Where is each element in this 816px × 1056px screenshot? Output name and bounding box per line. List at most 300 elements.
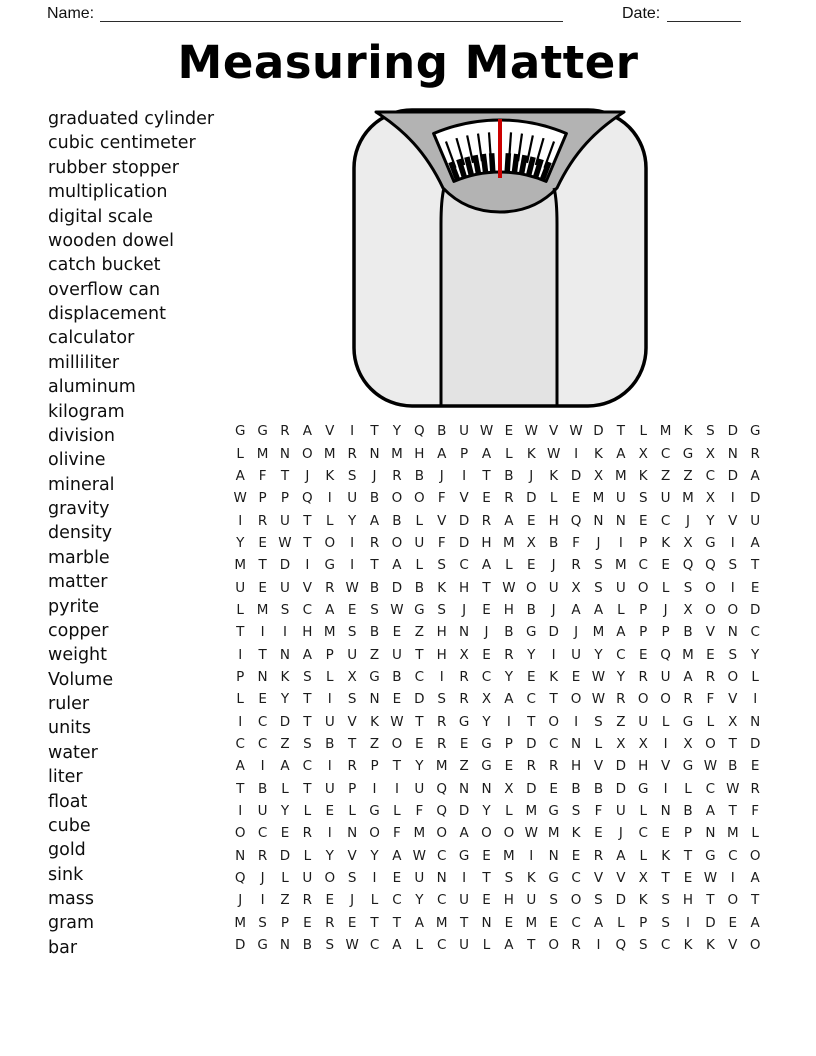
grid-cell: R [459, 691, 469, 708]
dial-tick [483, 154, 485, 172]
grid-cell: C [257, 825, 268, 842]
grid-cell: E [638, 512, 648, 529]
grid-cell: L [751, 825, 759, 842]
grid-cell: N [660, 803, 671, 820]
grid-cell: M [682, 490, 694, 507]
grid-cell: T [392, 758, 402, 775]
grid-cell: V [347, 713, 357, 730]
grid-cell: D [615, 892, 627, 909]
grid-cell: C [459, 557, 469, 574]
grid-cell: D [593, 423, 604, 440]
word-list-item: overflow can [48, 279, 161, 300]
grid-cell: E [392, 870, 402, 887]
grid-cell: C [571, 914, 581, 931]
grid-cell: T [370, 557, 379, 574]
grid-cell: I [394, 780, 399, 797]
grid-cell: A [616, 847, 626, 864]
grid-cell: H [503, 601, 514, 618]
grid-cell: U [414, 534, 425, 551]
grid-cell: T [527, 713, 536, 730]
grid-cell: S [594, 892, 603, 909]
grid-cell: G [324, 557, 335, 574]
grid-cell: I [350, 534, 355, 551]
grid-cell: L [325, 668, 334, 685]
word-list-item: copper [48, 620, 109, 641]
grid-cell: W [726, 780, 740, 797]
word-list-item: displacement [48, 304, 166, 324]
grid-cell: E [504, 914, 514, 931]
grid-cell: V [593, 758, 604, 775]
grid-cell: D [391, 579, 403, 596]
grid-cell: I [753, 691, 758, 708]
grid-cell: A [750, 467, 760, 484]
grid-cell: B [392, 512, 402, 529]
grid-cell: R [504, 490, 514, 507]
word-list-item: division [48, 425, 115, 446]
grid-cell: V [437, 512, 447, 529]
grid-cell: V [616, 870, 626, 887]
grid-cell: D [279, 557, 291, 574]
grid-cell: F [572, 534, 580, 551]
grid-cell: K [571, 825, 581, 842]
grid-cell: E [504, 758, 514, 775]
grid-cell: P [639, 914, 648, 931]
grid-cell: I [529, 847, 534, 864]
grid-cell: D [570, 467, 582, 484]
grid-cell: T [280, 467, 290, 484]
grid-cell: F [594, 803, 603, 820]
grid-cell: O [727, 668, 739, 685]
grid-cell: K [594, 445, 603, 462]
grid-cell: B [257, 780, 268, 797]
grid-cell: L [751, 668, 759, 685]
grid-cell: N [257, 668, 268, 685]
grid-cell: F [415, 803, 424, 820]
grid-cell: I [506, 713, 511, 730]
grid-cell: G [481, 758, 492, 775]
grid-cell: A [683, 668, 693, 685]
grid-cell: A [481, 445, 492, 462]
grid-cell: P [504, 735, 513, 752]
grid-cell: M [615, 557, 627, 574]
grid-cell: S [258, 914, 267, 931]
grid-cell: W [345, 579, 359, 596]
word-list-item: units [48, 718, 92, 739]
grid-cell: M [435, 758, 448, 775]
grid-cell: T [751, 892, 760, 909]
scale-center-panel [441, 186, 557, 404]
grid-cell: I [260, 892, 265, 909]
date-label: Date: [622, 5, 661, 22]
grid-cell: E [482, 646, 491, 663]
grid-cell: R [571, 937, 581, 954]
grid-cell: S [347, 870, 357, 887]
grid-cell: I [350, 423, 355, 440]
grid-cell: W [569, 423, 583, 440]
grid-cell: P [325, 646, 334, 663]
grid-cell: U [414, 780, 425, 797]
grid-cell: X [705, 490, 716, 507]
grid-cell: R [392, 467, 402, 484]
grid-cell: E [258, 691, 267, 708]
grid-cell: P [639, 601, 648, 618]
grid-cell: O [727, 601, 739, 618]
grid-cell: N [369, 691, 380, 708]
grid-cell: M [525, 803, 538, 820]
grid-cell: T [415, 713, 424, 730]
grid-cell: S [347, 467, 357, 484]
grid-cell: V [302, 579, 312, 596]
grid-cell: B [392, 668, 402, 685]
grid-cell: L [706, 713, 715, 730]
grid-cell: Q [234, 870, 246, 887]
grid-cell: G [682, 445, 694, 462]
grid-cell: O [637, 691, 649, 708]
grid-cell: A [593, 914, 604, 931]
grid-cell: C [392, 892, 402, 909]
grid-cell: N [279, 445, 291, 462]
grid-cell: B [414, 467, 424, 484]
grid-cell: R [347, 758, 357, 775]
grid-cell: C [302, 601, 313, 618]
grid-cell: L [303, 847, 312, 864]
grid-cell: G [749, 423, 761, 440]
grid-cell: O [548, 937, 559, 954]
grid-cell: I [663, 735, 668, 752]
grid-cell: O [570, 892, 582, 909]
grid-cell: A [481, 557, 492, 574]
grid-cell: O [391, 735, 403, 752]
grid-cell: W [591, 691, 606, 708]
grid-cell: U [347, 646, 358, 663]
grid-cell: I [327, 758, 332, 775]
grid-cell: U [391, 646, 402, 663]
grid-cell: E [325, 892, 335, 909]
grid-cell: O [302, 445, 313, 462]
grid-cell: B [683, 803, 693, 820]
grid-cell: C [660, 512, 671, 529]
grid-cell: O [414, 490, 425, 507]
grid-cell: X [481, 691, 492, 708]
grid-cell: A [280, 758, 290, 775]
grid-cell: M [592, 490, 605, 507]
grid-cell: U [615, 803, 626, 820]
word-list-item: rubber stopper [48, 157, 179, 178]
grid-cell: N [727, 624, 738, 641]
grid-cell: S [661, 892, 670, 909]
grid-cell: L [661, 579, 670, 596]
grid-cell: C [705, 780, 716, 797]
grid-cell: A [504, 512, 514, 529]
grid-cell: T [303, 691, 312, 708]
grid-cell: L [236, 601, 244, 618]
grid-cell: O [749, 937, 761, 954]
grid-cell: T [661, 870, 670, 887]
grid-cell: L [549, 490, 558, 507]
grid-cell: E [325, 803, 335, 820]
grid-cell: U [324, 713, 335, 730]
word-list-item: mass [48, 889, 95, 909]
word-search-grid [229, 420, 766, 956]
grid-cell: P [683, 825, 693, 842]
grid-cell: R [437, 735, 447, 752]
grid-cell: U [324, 780, 335, 797]
grid-cell: R [257, 847, 268, 864]
grid-cell: X [638, 445, 648, 462]
grid-cell: I [730, 579, 735, 596]
grid-cell: E [661, 825, 670, 842]
grid-cell: S [549, 892, 558, 909]
grid-cell: T [370, 423, 379, 440]
word-list-item: wooden dowel [48, 230, 175, 251]
grid-cell: T [415, 646, 424, 663]
grid-cell: S [571, 803, 581, 820]
grid-cell: S [683, 579, 693, 596]
grid-cell: O [481, 825, 492, 842]
grid-cell: I [372, 780, 377, 797]
grid-cell: I [462, 870, 467, 887]
grid-cell: A [616, 624, 626, 641]
grid-cell: Q [682, 557, 694, 574]
grid-cell: U [302, 870, 313, 887]
grid-cell: U [280, 512, 290, 529]
grid-cell: B [369, 490, 380, 507]
grid-cell: Y [706, 512, 715, 529]
grid-cell: G [369, 803, 380, 820]
grid-cell: O [637, 579, 649, 596]
grid-cell: Q [436, 780, 448, 797]
grid-cell: X [638, 870, 648, 887]
grid-cell: A [392, 557, 402, 574]
grid-cell: O [660, 691, 671, 708]
grid-cell: K [526, 445, 536, 462]
grid-cell: J [574, 624, 579, 641]
grid-cell: T [459, 914, 469, 931]
grid-cell: N [279, 937, 291, 954]
grid-cell: X [593, 467, 604, 484]
grid-cell: X [683, 601, 693, 618]
grid-cell: R [750, 780, 760, 797]
grid-cell: C [481, 668, 492, 685]
grid-cell: S [437, 691, 446, 708]
grid-cell: Y [616, 668, 625, 685]
grid-cell: D [458, 534, 470, 551]
grid-cell: L [415, 557, 424, 574]
grid-cell: S [661, 914, 670, 931]
grid-cell: I [305, 557, 310, 574]
grid-cell: U [459, 892, 470, 909]
grid-cell: L [505, 803, 513, 820]
word-list-item: digital scale [48, 206, 154, 227]
grid-cell: L [505, 557, 513, 574]
grid-cell: E [347, 601, 357, 618]
grid-cell: Y [504, 668, 513, 685]
grid-cell: R [616, 691, 626, 708]
grid-cell: S [325, 937, 335, 954]
grid-cell: M [323, 445, 336, 462]
grid-cell: B [414, 579, 424, 596]
grid-cell: V [325, 423, 335, 440]
grid-cell: E [728, 914, 738, 931]
grid-cell: G [705, 847, 716, 864]
grid-cell: S [370, 601, 379, 618]
grid-cell: O [548, 713, 559, 730]
grid-cell: T [482, 579, 491, 596]
grid-cell: R [750, 445, 760, 462]
grid-cell: Q [302, 490, 313, 507]
grid-cell: R [481, 512, 492, 529]
grid-cell: D [234, 937, 246, 954]
grid-cell: Y [415, 758, 424, 775]
grid-cell: C [616, 646, 626, 663]
grid-cell: H [570, 758, 582, 775]
date-input-line[interactable] [667, 21, 741, 22]
grid-cell: R [593, 847, 604, 864]
grid-cell: S [303, 668, 312, 685]
grid-cell: I [350, 557, 355, 574]
grid-cell: I [574, 445, 579, 462]
grid-cell: E [258, 579, 267, 596]
grid-cell: H [459, 579, 470, 596]
grid-cell: E [638, 646, 648, 663]
grid-cell: H [436, 646, 447, 663]
grid-cell: R [347, 445, 357, 462]
grid-cell: K [638, 467, 648, 484]
grid-cell: S [347, 691, 357, 708]
grid-cell: R [548, 758, 559, 775]
grid-cell: S [437, 601, 446, 618]
grid-cell: N [615, 512, 626, 529]
grid-cell: Y [280, 691, 290, 708]
grid-cell: A [616, 445, 626, 462]
grid-cell: W [502, 579, 516, 596]
grid-cell: V [728, 937, 738, 954]
grid-cell: K [280, 668, 290, 685]
grid-cell: S [728, 557, 738, 574]
grid-cell: T [236, 624, 245, 641]
grid-cell: W [412, 847, 426, 864]
word-list-item: gravity [48, 499, 110, 519]
grid-cell: V [347, 847, 357, 864]
grid-cell: Q [570, 512, 582, 529]
dial-tick [515, 154, 517, 172]
grid-cell: Q [414, 423, 425, 440]
grid-cell: I [238, 646, 243, 663]
grid-cell: H [436, 624, 447, 641]
grid-cell: H [481, 534, 492, 551]
grid-cell: G [458, 847, 470, 864]
grid-cell: E [280, 825, 290, 842]
grid-cell: P [460, 445, 469, 462]
word-list-item: multiplication [48, 182, 168, 203]
grid-cell: O [705, 601, 716, 618]
grid-cell: X [459, 646, 469, 663]
grid-cell: J [350, 892, 355, 909]
grid-cell: V [459, 490, 469, 507]
grid-cell: M [234, 914, 247, 931]
grid-cell: U [280, 579, 290, 596]
grid-cell: M [525, 914, 538, 931]
grid-cell: V [660, 758, 671, 775]
grid-cell: C [302, 758, 313, 775]
grid-cell: E [482, 847, 491, 864]
grid-cell: R [638, 668, 648, 685]
grid-cell: A [437, 445, 447, 462]
grid-cell: S [347, 624, 357, 641]
grid-cell: E [504, 423, 514, 440]
grid-cell: I [260, 758, 265, 775]
grid-cell: T [751, 557, 760, 574]
grid-cell: W [524, 825, 538, 842]
grid-cell: W [703, 870, 718, 887]
grid-cell: A [392, 847, 402, 864]
word-list-item: aluminum [48, 377, 136, 398]
grid-cell: A [593, 601, 604, 618]
grid-cell: T [527, 937, 536, 954]
dial-tick [475, 155, 478, 173]
grid-cell: C [571, 870, 581, 887]
grid-cell: B [526, 601, 536, 618]
grid-cell: E [482, 601, 491, 618]
grid-cell: B [571, 780, 581, 797]
grid-cell: N [235, 847, 246, 864]
word-list-item: ruler [48, 694, 90, 714]
grid-cell: Y [280, 803, 290, 820]
grid-cell: J [529, 467, 534, 484]
name-input-line[interactable] [100, 21, 563, 22]
word-list-item: Volume [48, 669, 114, 690]
grid-cell: E [549, 780, 558, 797]
grid-cell: Y [348, 512, 357, 529]
grid-cell: Y [751, 646, 760, 663]
grid-cell: B [325, 735, 335, 752]
grid-cell: J [305, 467, 310, 484]
grid-cell: A [705, 803, 716, 820]
grid-cell: C [660, 445, 671, 462]
grid-cell: R [683, 691, 693, 708]
grid-cell: O [234, 825, 246, 842]
grid-cell: P [258, 490, 267, 507]
grid-cell: B [504, 624, 514, 641]
grid-cell: A [235, 758, 245, 775]
grid-cell: M [659, 423, 672, 440]
grid-cell: A [459, 825, 469, 842]
grid-cell: D [749, 601, 761, 618]
grid-cell: P [280, 914, 290, 931]
grid-cell: U [526, 892, 537, 909]
grid-cell: C [705, 467, 716, 484]
grid-cell: I [238, 713, 243, 730]
grid-cell: W [278, 534, 292, 551]
grid-cell: L [639, 847, 647, 864]
grid-cell: A [750, 914, 760, 931]
grid-cell: O [705, 579, 716, 596]
grid-cell: X [728, 713, 738, 730]
grid-cell: K [683, 937, 693, 954]
grid-cell: D [705, 914, 716, 931]
grid-cell: F [258, 467, 267, 484]
grid-cell: M [256, 601, 269, 618]
grid-cell: L [639, 423, 647, 440]
grid-cell: X [526, 534, 536, 551]
grid-cell: T [683, 847, 693, 864]
grid-cell: F [437, 490, 446, 507]
grid-cell: N [750, 713, 761, 730]
grid-cell: U [235, 579, 246, 596]
name-label: Name: [47, 5, 95, 22]
grid-cell: C [257, 735, 268, 752]
grid-cell: L [617, 601, 625, 618]
